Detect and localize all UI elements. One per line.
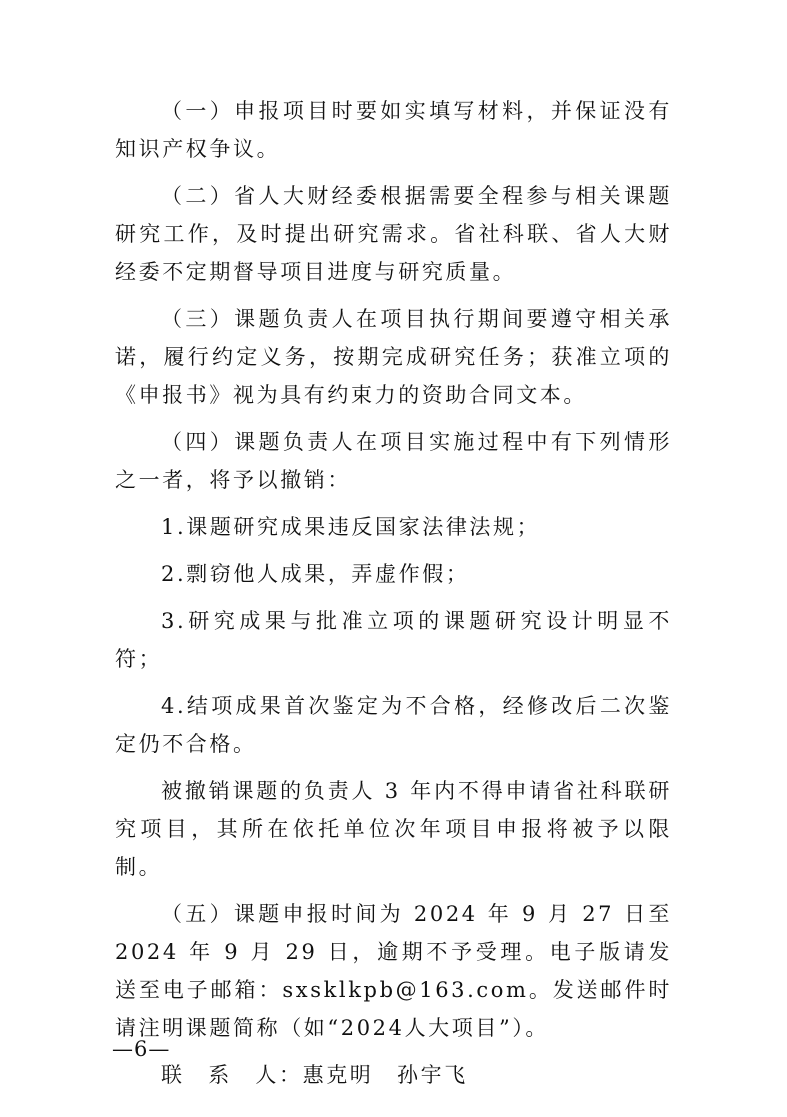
paragraph-item-2: （二）省人大财经委根据需要全程参与相关课题研究工作，及时提出研究需求。省社科联、省人大财经委不定期督导项目进度与研究质量。 (115, 184, 672, 284)
list-item-4: 4.结项成果首次鉴定为不合格，经修改后二次鉴定仍不合格。 (115, 694, 672, 756)
page-number: —6— (112, 1037, 171, 1061)
paragraph-item-1: （一）申报项目时要如实填写材料，并保证没有知识产权争议。 (115, 99, 672, 161)
paragraph-item-5: （五）课题申报时间为 2024 年 9 月 27 日至 2024 年 9 月 29 日，逾期不予受理。电子版请发送至电子邮箱：sxsklkpb@163.com。发送邮件时请注明课题简称（如“2024人大项目”）。 (115, 902, 672, 1040)
list-item-3: 3.研究成果与批准立项的课题研究设计明显不符； (115, 609, 672, 671)
document-body (115, 92, 672, 1103)
paragraph-revocation-note: 被撤销课题的负责人 3 年内不得申请省社科联研究项目，其所在依托单位次年项目申报将被予以限制。 (115, 779, 672, 879)
paragraph-item-4: （四）课题负责人在项目实施过程中有下列情形之一者，将予以撤销： (115, 430, 672, 492)
list-item-2: 2.剽窃他人成果，弄虚作假； (161, 562, 470, 586)
list-item-1: 1.课题研究成果违反国家法律法规； (161, 515, 541, 539)
contact-line: 联 系 人：惠克明 孙宇飞 (161, 1063, 468, 1087)
paragraph-item-3: （三）课题负责人在项目执行期间要遵守相关承诺，履行约定义务，按期完成研究任务；获准立项的《申报书》视为具有约束力的资助合同文本。 (115, 307, 672, 407)
